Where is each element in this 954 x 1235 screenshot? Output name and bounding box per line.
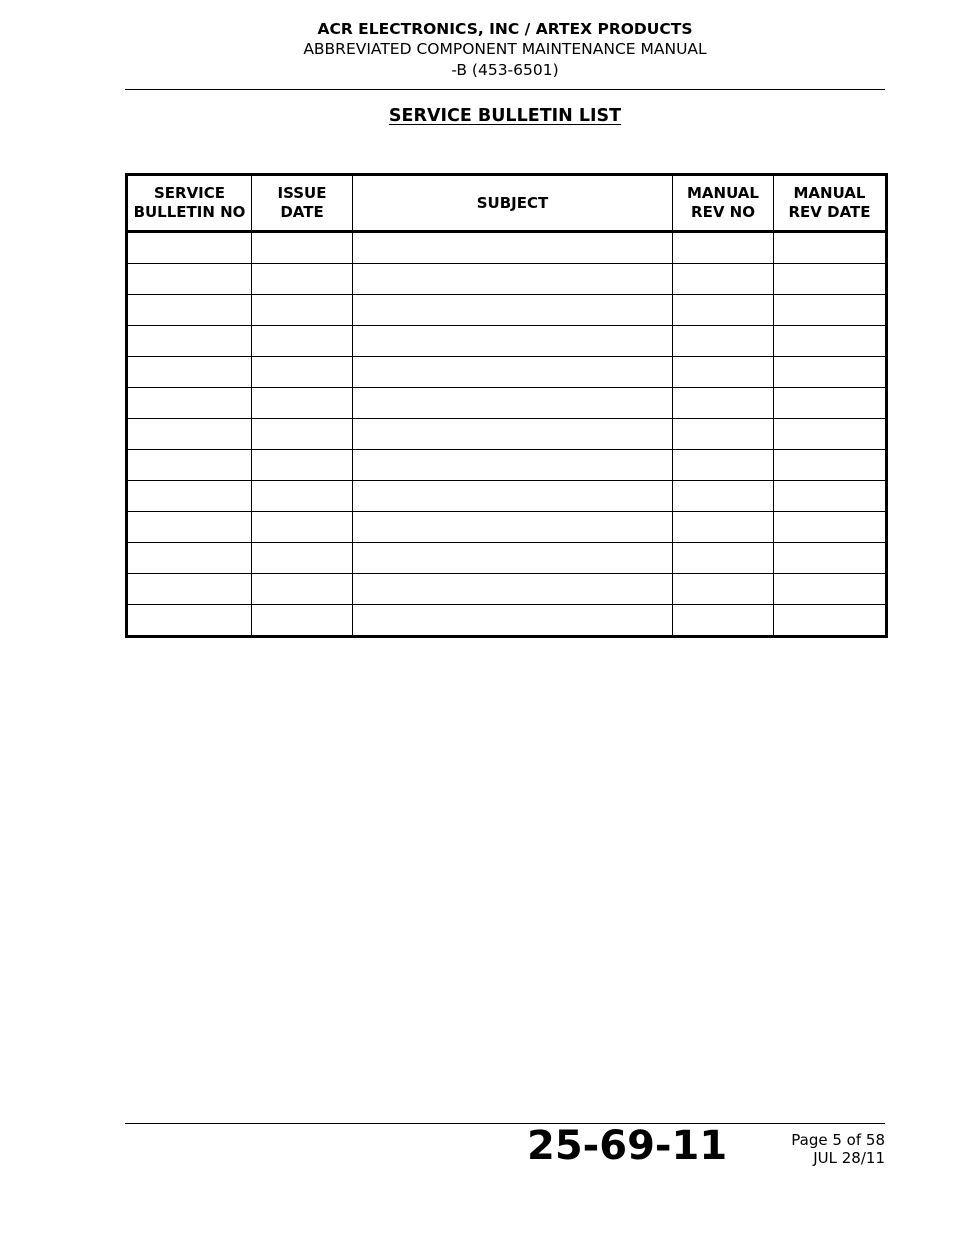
header-divider — [125, 89, 885, 90]
table-cell — [127, 357, 252, 388]
table-cell — [353, 605, 673, 637]
table-cell — [127, 450, 252, 481]
table-cell — [353, 232, 673, 264]
table-cell — [774, 450, 887, 481]
service-bulletin-table — [125, 173, 888, 638]
column-header-line: BULLETIN NO — [133, 203, 246, 221]
document-number: 25-69-11 — [527, 1123, 728, 1169]
table-cell — [252, 605, 353, 637]
column-header-line: SUBJECT — [476, 193, 549, 212]
table-cell — [127, 388, 252, 419]
table-cell — [673, 419, 774, 450]
page-info — [791, 1131, 885, 1167]
page-title: SERVICE BULLETIN LIST — [388, 106, 622, 126]
table-row — [127, 295, 887, 326]
table-row — [127, 605, 887, 637]
table-cell — [127, 326, 252, 357]
table-cell — [673, 326, 774, 357]
table-cell — [252, 326, 353, 357]
table-cell — [774, 388, 887, 419]
table-cell — [353, 419, 673, 450]
table-cell — [252, 357, 353, 388]
table-cell — [252, 512, 353, 543]
table-cell — [774, 481, 887, 512]
table-cell — [673, 481, 774, 512]
table-row — [127, 388, 887, 419]
table-cell — [673, 357, 774, 388]
table-cell — [353, 326, 673, 357]
table-cell — [127, 481, 252, 512]
table-cell — [673, 388, 774, 419]
company-name: ACR ELECTRONICS, INC / ARTEX PRODUCTS — [317, 20, 693, 38]
page-number: Page 5 of 58 — [791, 1131, 885, 1149]
table-cell — [252, 232, 353, 264]
table-cell — [127, 574, 252, 605]
table-row — [127, 264, 887, 295]
table-cell — [252, 264, 353, 295]
table-cell — [252, 574, 353, 605]
table-cell — [774, 295, 887, 326]
table-cell — [252, 388, 353, 419]
table-cell — [774, 543, 887, 574]
column-header-manual-rev-date — [774, 175, 887, 232]
column-header-line: SERVICE — [153, 184, 226, 202]
column-header-line: DATE — [280, 203, 324, 221]
table-cell — [774, 326, 887, 357]
table-header-row — [127, 175, 887, 232]
table-row — [127, 543, 887, 574]
table-cell — [774, 232, 887, 264]
table-cell — [353, 481, 673, 512]
table-cell — [127, 295, 252, 326]
table-cell — [353, 264, 673, 295]
column-header-line: REV NO — [691, 203, 755, 221]
part-number: -B (453-6501) — [451, 61, 559, 79]
table-row — [127, 574, 887, 605]
table-row — [127, 419, 887, 450]
table-cell — [127, 419, 252, 450]
column-header-line: MANUAL — [687, 184, 759, 202]
table-cell — [774, 264, 887, 295]
table-cell — [673, 232, 774, 264]
table-cell — [252, 543, 353, 574]
column-header-line: ISSUE — [277, 184, 327, 202]
table-cell — [252, 481, 353, 512]
table-row — [127, 450, 887, 481]
table-body — [127, 232, 887, 637]
column-header-line: REV DATE — [788, 203, 871, 221]
table-cell — [353, 388, 673, 419]
column-header-issue-date — [252, 175, 353, 232]
table-cell — [774, 605, 887, 637]
table-cell — [127, 512, 252, 543]
table-cell — [774, 512, 887, 543]
table-cell — [127, 264, 252, 295]
table-row — [127, 512, 887, 543]
table-cell — [252, 419, 353, 450]
table-cell — [673, 543, 774, 574]
table-cell — [353, 512, 673, 543]
footer-divider — [125, 1123, 885, 1124]
column-header-manual-rev-no — [673, 175, 774, 232]
column-header-service-bulletin-no — [127, 175, 252, 232]
table-cell — [252, 295, 353, 326]
table-cell — [252, 450, 353, 481]
document-header — [0, 19, 954, 81]
table-cell — [127, 605, 252, 637]
table-cell — [673, 512, 774, 543]
table-cell — [774, 357, 887, 388]
table-cell — [673, 574, 774, 605]
table-cell — [353, 450, 673, 481]
table-row — [127, 232, 887, 264]
table-cell — [673, 264, 774, 295]
table-cell — [353, 357, 673, 388]
table-cell — [353, 295, 673, 326]
table-row — [127, 481, 887, 512]
table-cell — [127, 543, 252, 574]
table-cell — [673, 605, 774, 637]
column-header-subject — [353, 175, 673, 232]
table-cell — [353, 574, 673, 605]
revision-date: JUL 28/11 — [813, 1149, 885, 1167]
table-cell — [353, 543, 673, 574]
table-row — [127, 326, 887, 357]
table-cell — [127, 232, 252, 264]
table-cell — [673, 295, 774, 326]
table-cell — [774, 419, 887, 450]
column-header-line: MANUAL — [793, 184, 866, 202]
table-row — [127, 357, 887, 388]
table-cell — [774, 574, 887, 605]
manual-title: ABBREVIATED COMPONENT MAINTENANCE MANUAL — [303, 40, 707, 58]
table-cell — [673, 450, 774, 481]
